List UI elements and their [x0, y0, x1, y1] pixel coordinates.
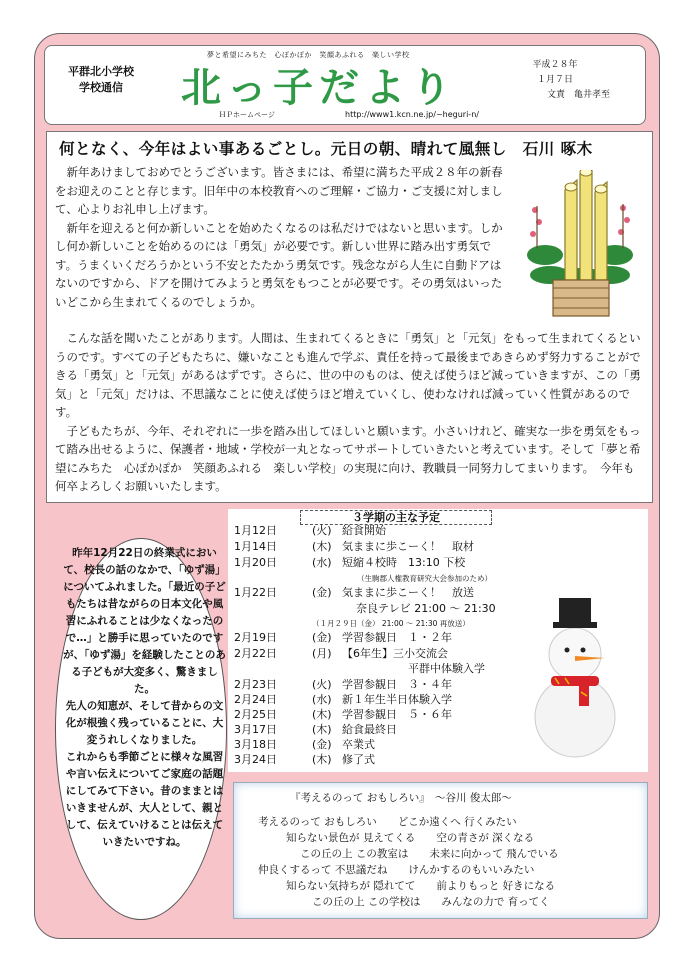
yuzu-bath-text: 昨年12月22日の終業式において、校長の話のなかで、「ゆず湯」についてふれました。「最近の子どもたちは昔ながらの日本文化や風習にふれることは少なくなったので…」と勝手に思っていたのですが、「ゆず湯」を経験したことのある子どもが大変多く、驚きました。 先人の知恵が、そして昔からの文化が根強く残っていることに、大変うれしくなりました。 これからも季節ごとに様々な風習や言い伝えについてご家庭の話題にしてみて下さい。昔のままとはいきませんが、大人として、親として、伝えていけることは伝えていきたいですね。: [63, 547, 226, 848]
issue-date: １月７日: [536, 75, 573, 85]
poem-line: 考えるのって おもしろい どこか遠くへ 行くみたい: [258, 816, 517, 828]
schedule-event: 【6年生】三小交流会: [342, 647, 448, 660]
schedule-row: [234, 631, 452, 644]
poem-line: 仲良くするって 不思議だね けんかするのもいいみたい: [258, 864, 535, 876]
poem-line: 知らない気持ちが 隠れてて 前よりもっと 好きになる: [286, 880, 556, 892]
schedule-row: [234, 738, 375, 751]
schedule-date: 2月25日: [234, 708, 277, 721]
schedule-event: 短縮４校時 13:10 下校: [342, 556, 466, 569]
schedule-date: 3月18日: [234, 738, 277, 751]
schedule-date: 2月22日: [234, 647, 277, 660]
schedule-title: ３学期の主な予定: [300, 510, 492, 525]
school-label: 平群北小学校: [68, 65, 134, 78]
issue-meta: [500, 58, 610, 103]
schedule-date: 1月22日: [234, 586, 277, 599]
schedule-row: [234, 753, 375, 766]
schedule-event: 新１年生半日体験入学: [342, 693, 452, 706]
schedule-dow: (木): [312, 708, 332, 721]
schedule-sub-event: 平群中体験入学: [408, 662, 485, 675]
schedule-dow: (水): [312, 556, 332, 569]
schedule-row: [234, 524, 386, 537]
schedule-broadcast: 奈良テレビ 21:00 ～ 21:30: [356, 602, 496, 615]
schedule-dow: (木): [312, 540, 332, 553]
schedule-dow: (金): [312, 631, 332, 644]
issue-author: 文責 亀井孝至: [546, 90, 610, 100]
schedule-event: 学習参観日 ３・４年: [342, 678, 452, 691]
schedule-date: 2月19日: [234, 631, 277, 644]
schedule-dow: (金): [312, 738, 332, 751]
schedule-row: [234, 556, 465, 569]
schedule-event: 給食開始: [342, 524, 386, 537]
snowman-illustration: [525, 592, 625, 762]
schedule-row: [234, 586, 474, 599]
newsletter-header: [44, 45, 646, 125]
kadomatsu-illustration: [525, 170, 635, 320]
schedule-note: （生駒郡人権教育研究大会参加のため）: [357, 574, 492, 583]
schedule-event: 給食最終日: [342, 723, 397, 736]
homepage-label: ＨＰホームページ: [219, 111, 275, 119]
homepage-url[interactable]: http://www1.kcn.ne.jp/~heguri-n/: [345, 110, 479, 119]
schedule-dow: (木): [312, 723, 332, 736]
schedule-event: 気ままに歩こーく！ 放送: [342, 586, 474, 599]
schedule-row: [234, 540, 474, 553]
article-paragraph-bottom: こんな話を聞いたことがあります。人間は、生まれてくるときに「勇気」と「元気」をもって生まれてくるというのです。すべての子どもたちに、嫌いなことも進んで学ぶ、責任を持って最後まであきらめず努力することができる「勇気」と「元気」があるはずです。さらに、世の中のものは、使えば使うほど減っていきますが、この「勇気」と「元気」だけは、不思議なことに使えば使うほど増えていくし、使わなければ減っていく性質があるのです。 子どもたちが、今年、それぞれに一歩を踏み出してほしいと願います。小さいけれど、確実な一歩を勇気をもって踏み出せるように、保護者・地域・学校が一丸となってサポートしていきたいと考えています。そして「夢と希望にみちた 心ぽかぽか 笑顔あふれる 楽しい学校」の実現に向け、教職員一同努力してまいります。 今年も何卒よろしくお願いいたします。: [55, 331, 641, 493]
article-heading: 何となく、今年はよい事あるごとし。元日の朝、晴れて風無し 石川 啄木: [59, 140, 593, 158]
schedule-note: （１月２９日（金） 21:00 ～ 21:30 再放送）: [312, 619, 470, 628]
schedule-date: 2月23日: [234, 678, 277, 691]
schedule-row: [234, 708, 452, 721]
schedule-row: [234, 693, 452, 706]
schedule-dow: (金): [312, 586, 332, 599]
schedule-dow: (火): [312, 678, 332, 691]
poem-line: この丘の上 この教室は 未来に向かって 飛んでいる: [300, 848, 559, 860]
schedule-event: 卒業式: [342, 738, 375, 751]
schedule-date: 2月24日: [234, 693, 277, 706]
schedule-date: 1月14日: [234, 540, 277, 553]
schedule-date: 3月24日: [234, 753, 277, 766]
schedule-dow: (木): [312, 753, 332, 766]
schedule-event: 気ままに歩こーく！ 取材: [342, 540, 474, 553]
schedule-date: 3月17日: [234, 723, 277, 736]
schedule-row: [234, 678, 452, 691]
series-label: 学校通信: [79, 81, 123, 94]
article-paragraph-top: 新年あけましておめでとうございます。皆さまには、希望に満ちた平成２８年の新春をお迎えのことと存じます。旧年中の本校教育へのご理解・ご協力・ご支援に対しまして、心よりお礼申し上げます。 新年を迎えると何か新しいことを始めたくなるのは私だけではないと思います。しかし何か新しいことを始めるのには「勇気」が必要です。新しい世界に踏み出す勇気です。うまくいくだろうかという不安とたたかう勇気です。残念ながら人生に自動ドアはないのですから、ドアを開けてみようと勇気をもつことが必要です。その勇気はいったいどこから生まれてくるのでしょうか。: [55, 165, 503, 309]
newsletter-title: 北っ子だより: [181, 65, 457, 111]
schedule-event: 学習参観日 １・２年: [342, 631, 452, 644]
school-motto: 夢と希望にみちた 心ぽかぽか 笑顔あふれる 楽しい学校: [207, 51, 410, 59]
schedule-event: 学習参観日 ５・６年: [342, 708, 452, 721]
principal-article: [46, 131, 653, 503]
poem-line: 知らない景色が 見えてくる 空の青さが 深くなる: [286, 832, 535, 844]
schedule-dow: (月): [312, 647, 332, 660]
schedule-event: 修了式: [342, 753, 375, 766]
schedule-row: [234, 723, 397, 736]
schedule-row: [234, 647, 448, 660]
schedule-date: 1月12日: [234, 524, 277, 537]
issue-year: 平成２８年: [532, 60, 578, 70]
school-name: [57, 64, 145, 96]
poem-line: この丘の上 この学校は みんなの力で 育ってく: [312, 896, 550, 908]
schedule-date: 1月20日: [234, 556, 277, 569]
poem-title: 『考えるのって おもしろい』 ～谷川 俊太郎～: [290, 792, 512, 804]
schedule-dow: (水): [312, 693, 332, 706]
schedule-dow: (火): [312, 524, 332, 537]
